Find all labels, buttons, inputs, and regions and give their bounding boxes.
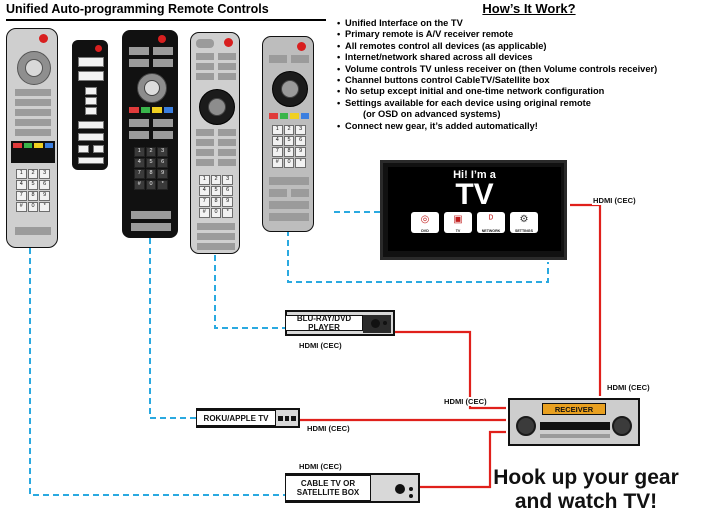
tv-icon-row bbox=[388, 212, 561, 233]
key-3[interactable]: 3 bbox=[157, 147, 168, 157]
key-1[interactable]: 1 bbox=[199, 175, 210, 185]
key-4[interactable]: 4 bbox=[134, 158, 145, 168]
key-0[interactable]: 0 bbox=[146, 180, 157, 190]
key-9[interactable]: 9 bbox=[222, 197, 233, 207]
list-item: • Settings available for each device using original remote bbox=[335, 98, 723, 109]
how-it-works-panel bbox=[335, 1, 723, 132]
receiver-display bbox=[540, 422, 610, 430]
key-7[interactable]: 7 bbox=[272, 147, 283, 157]
key-hash[interactable]: # bbox=[199, 208, 210, 218]
list-item: • Internet/network shared across all devices bbox=[335, 52, 723, 63]
how-it-works-heading: How’s It Work? bbox=[482, 1, 576, 16]
key-5[interactable]: 5 bbox=[146, 158, 157, 168]
key-3[interactable]: 3 bbox=[295, 125, 306, 135]
dvd-icon[interactable] bbox=[411, 212, 439, 233]
receiver-knob-right[interactable] bbox=[612, 416, 632, 436]
key-6[interactable]: 6 bbox=[222, 186, 233, 196]
key-8[interactable]: 8 bbox=[284, 147, 295, 157]
hdmi-label-receiver-left: HDMI (CEC) bbox=[444, 397, 487, 406]
receiver-badge: RECEIVER bbox=[542, 403, 606, 415]
key-6[interactable]: 6 bbox=[39, 180, 50, 190]
hdmi-label-receiver-top: HDMI (CEC) bbox=[607, 383, 650, 392]
list-item: • All remotes control all devices (as applicable) bbox=[335, 41, 723, 52]
how-it-works-list bbox=[335, 18, 723, 132]
remote-control-3[interactable] bbox=[122, 30, 178, 238]
remote-control-5[interactable] bbox=[262, 36, 314, 232]
key-5[interactable]: 5 bbox=[211, 186, 222, 196]
key-6[interactable]: 6 bbox=[157, 158, 168, 168]
key-3[interactable]: 3 bbox=[39, 169, 50, 179]
key-9[interactable]: 9 bbox=[39, 191, 50, 201]
key-2[interactable]: 2 bbox=[146, 147, 157, 157]
key-5[interactable]: 5 bbox=[284, 136, 295, 146]
settings-glyph: ⚙ bbox=[519, 214, 529, 225]
settings-icon-label: SETTINGS bbox=[515, 229, 533, 233]
remote-control-2[interactable] bbox=[72, 40, 108, 170]
list-item: • No setup except initial and one-time network configuration bbox=[335, 86, 723, 97]
cable-box-label bbox=[285, 475, 371, 501]
list-item: • Channel buttons control CableTV/Satellite box bbox=[335, 75, 723, 86]
tv-device[interactable] bbox=[380, 160, 567, 260]
hdmi-label-tv: HDMI (CEC) bbox=[593, 196, 636, 205]
key-1[interactable]: 1 bbox=[272, 125, 283, 135]
network-icon[interactable] bbox=[477, 212, 505, 233]
key-1[interactable]: 1 bbox=[16, 169, 27, 179]
key-9[interactable]: 9 bbox=[157, 169, 168, 179]
network-icon-label: NETWORK bbox=[481, 229, 501, 233]
key-2[interactable]: 2 bbox=[28, 169, 39, 179]
key-0[interactable]: 0 bbox=[211, 208, 222, 218]
key-hash[interactable]: # bbox=[16, 202, 27, 212]
footer-callout bbox=[455, 466, 717, 514]
settings-icon[interactable] bbox=[510, 212, 538, 233]
receiver-vent bbox=[540, 434, 610, 438]
tv-screen bbox=[388, 167, 561, 251]
hdmi-label-roku: HDMI (CEC) bbox=[307, 424, 350, 433]
key-8[interactable]: 8 bbox=[146, 169, 157, 179]
hdmi-label-cable: HDMI (CEC) bbox=[299, 462, 342, 471]
key-7[interactable]: 7 bbox=[134, 169, 145, 179]
tv-greeting: Hi! I’m a bbox=[453, 169, 496, 181]
remote-control-4[interactable] bbox=[190, 32, 240, 254]
list-item-sub: (or OSD on advanced systems) bbox=[363, 109, 501, 120]
remote-control-1[interactable] bbox=[6, 28, 58, 248]
key-9[interactable]: 9 bbox=[295, 147, 306, 157]
key-3[interactable]: 3 bbox=[222, 175, 233, 185]
key-star[interactable]: * bbox=[222, 208, 233, 218]
receiver-device[interactable] bbox=[508, 398, 640, 446]
list-item: • Unified Interface on the TV bbox=[335, 18, 723, 29]
network-glyph: ᴰ bbox=[488, 214, 494, 225]
key-8[interactable]: 8 bbox=[28, 191, 39, 201]
key-0[interactable]: 0 bbox=[28, 202, 39, 212]
key-5[interactable]: 5 bbox=[28, 180, 39, 190]
key-2[interactable]: 2 bbox=[284, 125, 295, 135]
key-7[interactable]: 7 bbox=[16, 191, 27, 201]
page-title: Unified Auto-programming Remote Controls bbox=[6, 2, 326, 21]
hdmi-label-bluray: HDMI (CEC) bbox=[299, 341, 342, 350]
key-4[interactable]: 4 bbox=[16, 180, 27, 190]
key-hash[interactable]: # bbox=[272, 158, 283, 168]
roku-label: ROKU/APPLE TV bbox=[196, 410, 276, 426]
key-0[interactable]: 0 bbox=[284, 158, 295, 168]
tv-label: TV bbox=[455, 178, 494, 211]
key-star[interactable]: * bbox=[295, 158, 306, 168]
key-star[interactable]: * bbox=[39, 202, 50, 212]
key-6[interactable]: 6 bbox=[295, 136, 306, 146]
key-1[interactable]: 1 bbox=[134, 147, 145, 157]
list-item: • Volume controls TV unless receiver on (then Volume controls receiver) bbox=[335, 64, 723, 75]
bluray-label: BLU-RAY/DVD PLAYER bbox=[285, 315, 363, 331]
footer-line-2: and watch TV! bbox=[514, 490, 658, 513]
key-8[interactable]: 8 bbox=[211, 197, 222, 207]
tv-icon[interactable] bbox=[444, 212, 472, 233]
dvd-glyph: ◎ bbox=[420, 214, 430, 225]
list-item: • Connect new gear, it’s added automatically! bbox=[335, 121, 723, 132]
key-2[interactable]: 2 bbox=[211, 175, 222, 185]
cable-box-label-line2: SATELLITE BOX bbox=[296, 488, 360, 497]
key-7[interactable]: 7 bbox=[199, 197, 210, 207]
cable-box-label-line1: CABLE TV OR bbox=[300, 479, 356, 488]
tv-glyph: ▣ bbox=[453, 214, 463, 225]
dvd-icon-label: DVD bbox=[421, 229, 429, 233]
list-item: • Primary remote is A/V receiver remote bbox=[335, 29, 723, 40]
key-4[interactable]: 4 bbox=[199, 186, 210, 196]
tv-icon-label: TV bbox=[455, 229, 461, 233]
key-4[interactable]: 4 bbox=[272, 136, 283, 146]
key-star[interactable]: * bbox=[157, 180, 168, 190]
key-hash[interactable]: # bbox=[134, 180, 145, 190]
footer-line-1: Hook up your gear bbox=[493, 466, 679, 489]
receiver-knob-left[interactable] bbox=[516, 416, 536, 436]
